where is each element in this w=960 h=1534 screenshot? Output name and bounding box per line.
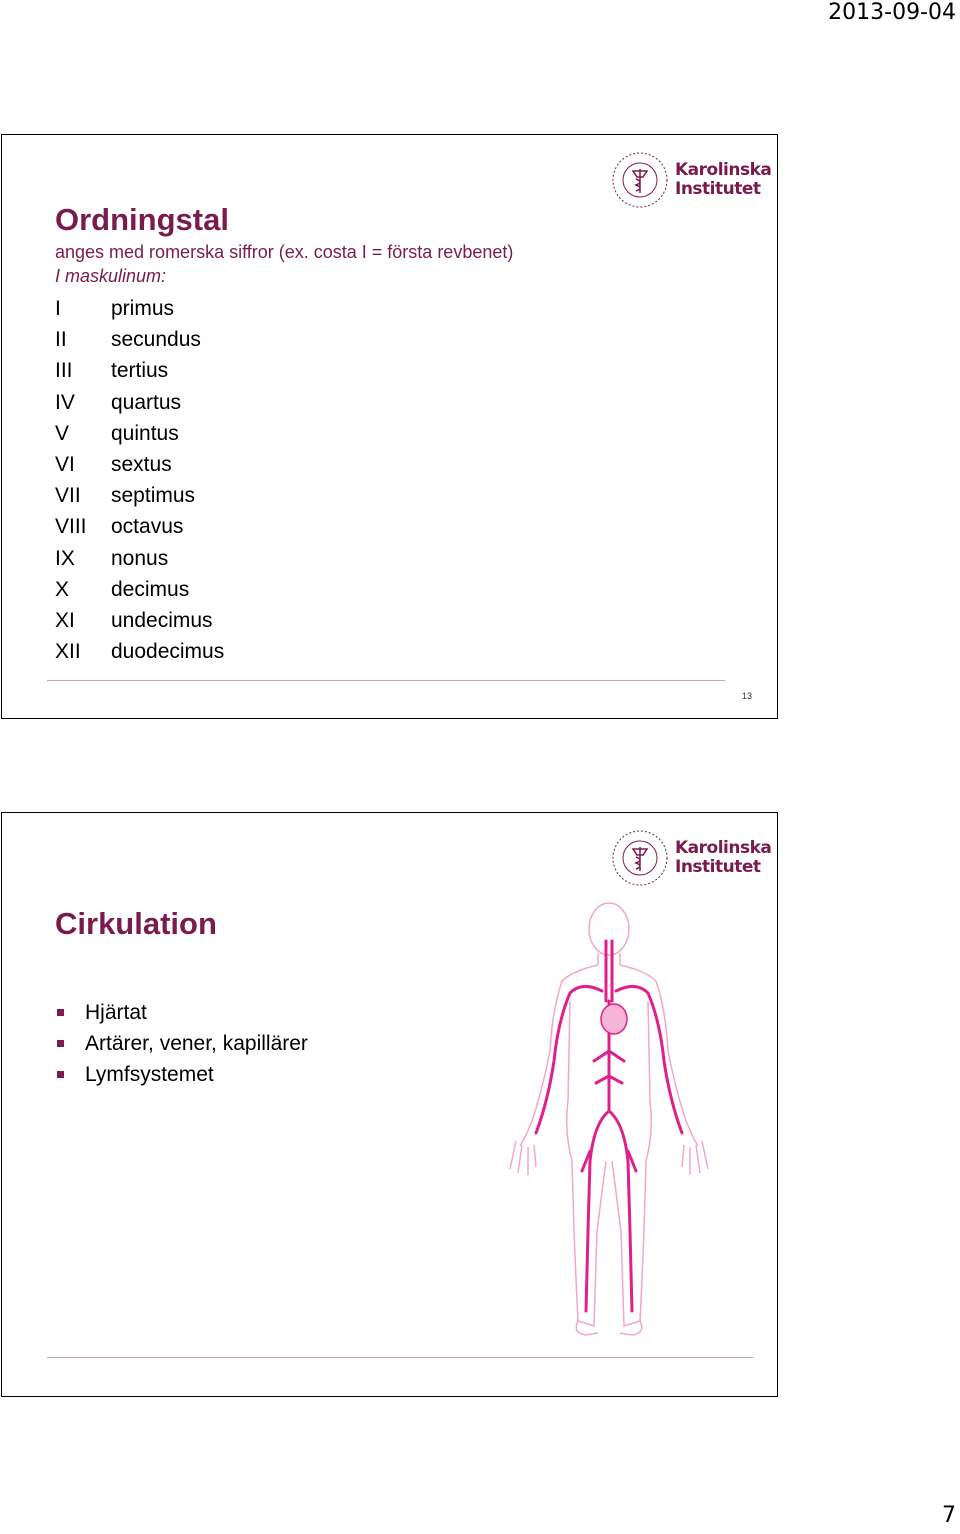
- latin-word: quintus: [111, 421, 179, 445]
- list-item: [55, 576, 355, 607]
- list-item: [55, 389, 355, 420]
- list-item: [55, 357, 355, 388]
- latin-word: undecimus: [111, 608, 213, 632]
- roman-numeral: V: [55, 421, 70, 445]
- bullet-square-icon: [57, 1071, 64, 1078]
- roman-numeral: VIII: [55, 515, 87, 539]
- ordinal-list: [55, 295, 355, 669]
- latin-word: octavus: [111, 515, 184, 539]
- list-item: [55, 513, 355, 544]
- latin-word: quartus: [111, 390, 182, 414]
- logo-line2: Institutet: [675, 857, 761, 877]
- list-item: [55, 638, 355, 669]
- latin-word: decimus: [111, 577, 190, 601]
- footer-divider: [47, 1357, 754, 1358]
- latin-word: primus: [111, 297, 175, 320]
- latin-word: sextus: [111, 452, 172, 476]
- bullet-square-icon: [57, 1040, 64, 1047]
- karolinska-logo: [609, 827, 772, 891]
- bullet-text: Artärer, vener, kapillärer: [85, 1032, 308, 1055]
- list-item: [55, 420, 355, 451]
- seal-icon: [609, 149, 671, 211]
- slide-title: Ordningstal: [55, 202, 229, 237]
- roman-numeral: I: [55, 297, 61, 320]
- list-item: [55, 1028, 308, 1059]
- slide-cirkulation: [1, 812, 778, 1397]
- latin-word: septimus: [111, 484, 196, 508]
- roman-numeral: VI: [55, 452, 75, 476]
- bullet-text: Lymfsystemet: [85, 1063, 214, 1086]
- list-item: [55, 545, 355, 576]
- list-item: [55, 295, 355, 326]
- roman-numeral: XI: [55, 608, 75, 632]
- list-item: [55, 997, 308, 1028]
- roman-numeral: XII: [55, 640, 81, 664]
- latin-word: tertius: [111, 359, 169, 383]
- roman-numeral: X: [55, 577, 70, 601]
- logo-line1: Karolinska: [675, 160, 772, 180]
- slide-ordningstal: [1, 134, 778, 719]
- list-item: [55, 326, 355, 357]
- slide-subtitle-italic: I maskulinum:: [55, 266, 167, 286]
- bullet-text: Hjärtat: [85, 1001, 147, 1024]
- slide-number: 13: [741, 691, 752, 701]
- list-item: [55, 607, 355, 638]
- roman-numeral: II: [55, 328, 67, 352]
- logo-line2: Institutet: [675, 179, 761, 199]
- heart-icon: [601, 1004, 627, 1034]
- list-item: [55, 482, 355, 513]
- karolinska-logo: [609, 149, 772, 213]
- list-item: [55, 451, 355, 482]
- roman-numeral: IV: [55, 390, 75, 414]
- roman-numeral: IX: [55, 546, 75, 570]
- seal-icon: [609, 827, 671, 889]
- list-item: [55, 1059, 308, 1090]
- page-number: 7: [942, 1503, 956, 1528]
- bullet-list: [55, 997, 308, 1090]
- slide-subtitle: anges med romerska siffror (ex. costa I = första revbenet): [55, 242, 514, 262]
- header-date: 2013-09-04: [828, 0, 956, 25]
- circulatory-system-figure: [502, 901, 716, 1341]
- latin-word: duodecimus: [111, 640, 225, 664]
- slide-title: Cirkulation: [55, 906, 217, 941]
- roman-numeral: III: [55, 359, 73, 383]
- latin-word: nonus: [111, 546, 169, 570]
- footer-divider: [47, 680, 725, 681]
- bullet-square-icon: [57, 1009, 64, 1016]
- latin-word: secundus: [111, 328, 201, 352]
- roman-numeral: VII: [55, 484, 81, 508]
- logo-line1: Karolinska: [675, 838, 772, 858]
